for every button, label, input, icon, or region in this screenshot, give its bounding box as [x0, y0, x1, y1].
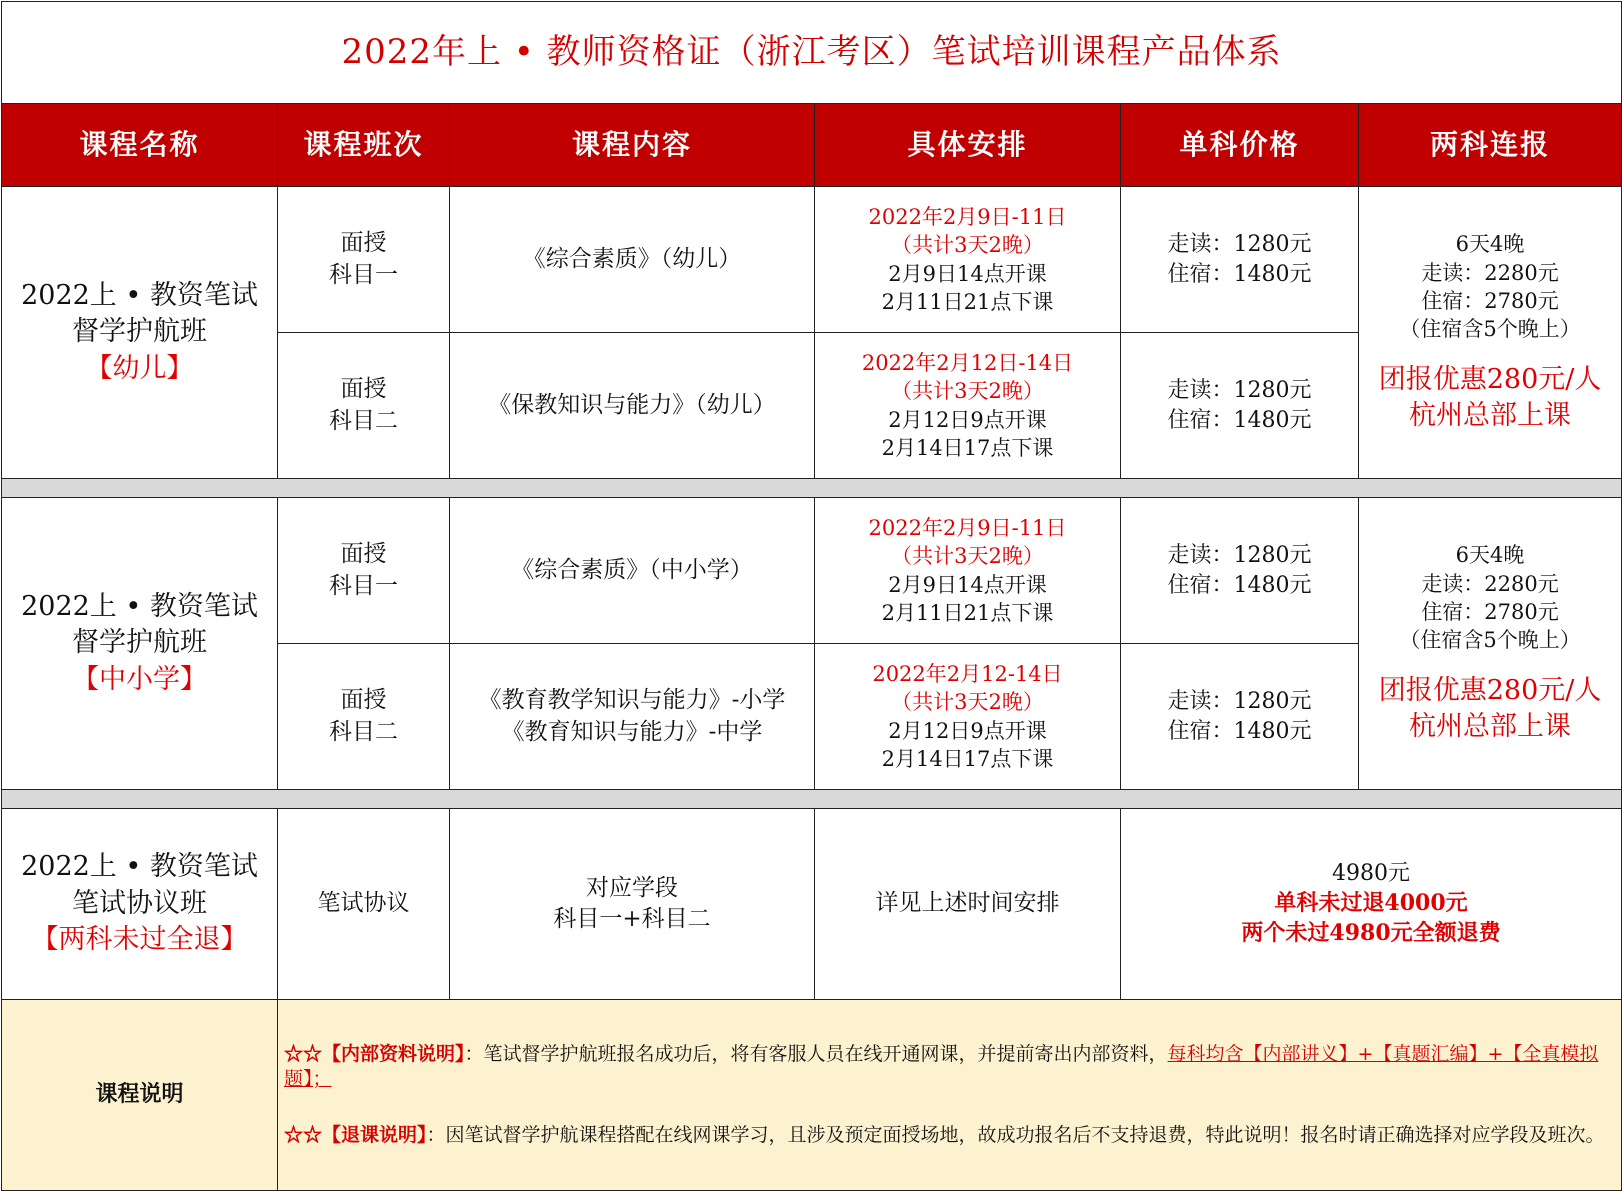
notes-cell [278, 1000, 1622, 1191]
price-cell [1121, 644, 1359, 790]
class-subject: 科目二 [329, 407, 398, 434]
course-level-tag: 【两科未过全退】 [31, 924, 248, 956]
schedule-duration: （共计3天2晚） [891, 379, 1044, 404]
combo-stay: 住宿：2780元 [1421, 600, 1559, 625]
schedule-start: 2月9日14点开课 [888, 261, 1047, 286]
header-class: 课程班次 [278, 104, 450, 187]
combo-stay: 住宿：2780元 [1421, 289, 1559, 314]
header-course-name: 课程名称 [2, 104, 278, 187]
price-stay: 住宿：1480元 [1167, 572, 1312, 598]
class-cell [278, 644, 450, 790]
content-cell [450, 644, 815, 790]
notes-row [2, 1000, 1622, 1191]
price-walk: 走读：1280元 [1167, 377, 1312, 403]
course-name-cell [2, 498, 278, 790]
combo-discount: 团报优惠280元/人 [1378, 363, 1602, 395]
content-line: 对应学段 [586, 874, 678, 901]
schedule-end: 2月14日17点下课 [881, 746, 1054, 771]
content-cell [450, 498, 815, 644]
class-cell [278, 333, 450, 479]
schedule-end: 2月11日21点下课 [881, 289, 1054, 314]
schedule-duration: （共计3天2晚） [891, 544, 1044, 569]
combo-days: 6天4晚 [1455, 232, 1525, 257]
header-schedule: 具体安排 [815, 104, 1121, 187]
class-mode: 面授 [340, 687, 387, 714]
combo-walk: 走读：2280元 [1421, 260, 1559, 285]
course-name-cell [2, 809, 278, 1000]
content-line: 《教育教学知识与能力》-小学 [478, 687, 786, 714]
notes-refund-text: ：因笔试督学护航课程搭配在线网课学习，且涉及预定面授场地，故成功报名后不支持退费，特此说明！报名时请正确选择对应学段及班次。 [426, 1123, 1605, 1146]
course-level-tag: 【幼儿】 [85, 352, 194, 384]
class-cell [278, 187, 450, 333]
notes-materials [284, 1042, 1613, 1093]
price-walk: 走读：1280元 [1167, 542, 1312, 568]
price-stay: 住宿：1480元 [1167, 718, 1312, 744]
price-walk: 走读：1280元 [1167, 231, 1312, 257]
notes-materials-text: ：笔试督学护航班报名成功后，将有客服人员在线开通网课，并提前寄出内部资料， [464, 1042, 1168, 1065]
header-row [2, 104, 1622, 187]
class-mode: 面授 [340, 541, 387, 568]
price-cell [1121, 498, 1359, 644]
price-cell [1121, 187, 1359, 333]
notes-materials-title: ☆☆【内部资料说明】 [284, 1042, 465, 1065]
page-title: 2022年上 • 教师资格证（浙江考区）笔试培训课程产品体系 [2, 2, 1622, 104]
schedule-cell [815, 498, 1121, 644]
price-cell [1121, 333, 1359, 479]
protocol-refund-both: 两个未过4980元全额退费 [1241, 919, 1501, 946]
combo-walk: 走读：2280元 [1421, 571, 1559, 596]
table-row [2, 187, 1622, 333]
combo-note: （住宿含5个晚上） [1399, 628, 1581, 653]
schedule-start: 2月12日9点开课 [888, 718, 1047, 743]
schedule-cell [815, 187, 1121, 333]
table-row [2, 809, 1622, 1000]
course-level-tag: 【中小学】 [72, 663, 207, 695]
schedule-date: 2022年2月9日-11日 [868, 515, 1067, 540]
price-walk: 走读：1280元 [1167, 688, 1312, 714]
header-content: 课程内容 [450, 104, 815, 187]
price-stay: 住宿：1480元 [1167, 407, 1312, 433]
schedule-start: 2月9日14点开课 [888, 572, 1047, 597]
content-cell [450, 333, 815, 479]
schedule-end: 2月11日21点下课 [881, 600, 1054, 625]
course-name-line: 2022上 • 教资笔试 [21, 851, 258, 883]
schedule-end: 2月14日17点下课 [881, 435, 1054, 460]
combo-location: 杭州总部上课 [1409, 400, 1572, 432]
class-subject: 科目一 [329, 261, 398, 288]
course-table [1, 1, 1622, 1191]
protocol-price-cell [1121, 809, 1622, 1000]
notes-refund [284, 1123, 1613, 1149]
content-line: 《教育知识与能力》-中学 [501, 718, 763, 745]
section-divider [2, 790, 1622, 809]
course-name-line: 2022上 • 教资笔试 [21, 590, 258, 622]
course-name-line: 笔试协议班 [72, 887, 207, 919]
class-cell: 笔试协议 [278, 809, 450, 1000]
table-row [2, 498, 1622, 644]
content-line: 《保教知识与能力》（幼儿） [488, 391, 776, 418]
schedule-cell: 详见上述时间安排 [815, 809, 1121, 1000]
schedule-date: 2022年2月12-14日 [872, 661, 1063, 686]
content-line: 《综合素质》（幼儿） [522, 245, 742, 272]
combo-days: 6天4晚 [1455, 543, 1525, 568]
class-mode: 面授 [340, 376, 387, 403]
content-cell [450, 187, 815, 333]
combo-location: 杭州总部上课 [1409, 711, 1572, 743]
combo-discount: 团报优惠280元/人 [1378, 674, 1602, 706]
class-mode: 面授 [340, 230, 387, 257]
content-line: 科目一+科目二 [553, 906, 711, 932]
section-divider [2, 479, 1622, 498]
schedule-duration: （共计3天2晚） [891, 690, 1044, 715]
schedule-date: 2022年2月9日-11日 [868, 204, 1067, 229]
schedule-start: 2月12日9点开课 [888, 407, 1047, 432]
notes-label: 课程说明 [2, 1000, 278, 1191]
content-line: 《综合素质》（中小学） [511, 556, 753, 583]
combo-cell [1359, 187, 1622, 479]
schedule-duration: （共计3天2晚） [891, 233, 1044, 258]
notes-materials-highlight: 每科均含【内部讲义】+【真题汇编】+【全真模拟题】； [284, 1042, 1599, 1091]
protocol-refund-single: 单科未过退4000元 [1274, 890, 1468, 917]
combo-note: （住宿含5个晚上） [1399, 317, 1581, 342]
class-cell [278, 498, 450, 644]
course-name-line: 督学护航班 [72, 316, 207, 348]
course-name-line: 2022上 • 教资笔试 [21, 279, 258, 311]
price-stay: 住宿：1480元 [1167, 261, 1312, 287]
protocol-price: 4980元 [1332, 861, 1411, 887]
class-subject: 科目二 [329, 718, 398, 745]
header-combo-price: 两科连报 [1359, 104, 1622, 187]
course-name-line: 督学护航班 [72, 627, 207, 659]
content-cell [450, 809, 815, 1000]
combo-cell [1359, 498, 1622, 790]
course-name-cell [2, 187, 278, 479]
notes-refund-title: ☆☆【退课说明】 [284, 1123, 427, 1146]
schedule-cell [815, 644, 1121, 790]
schedule-cell [815, 333, 1121, 479]
schedule-date: 2022年2月12日-14日 [861, 350, 1074, 375]
class-subject: 科目一 [329, 572, 398, 599]
header-single-price: 单科价格 [1121, 104, 1359, 187]
